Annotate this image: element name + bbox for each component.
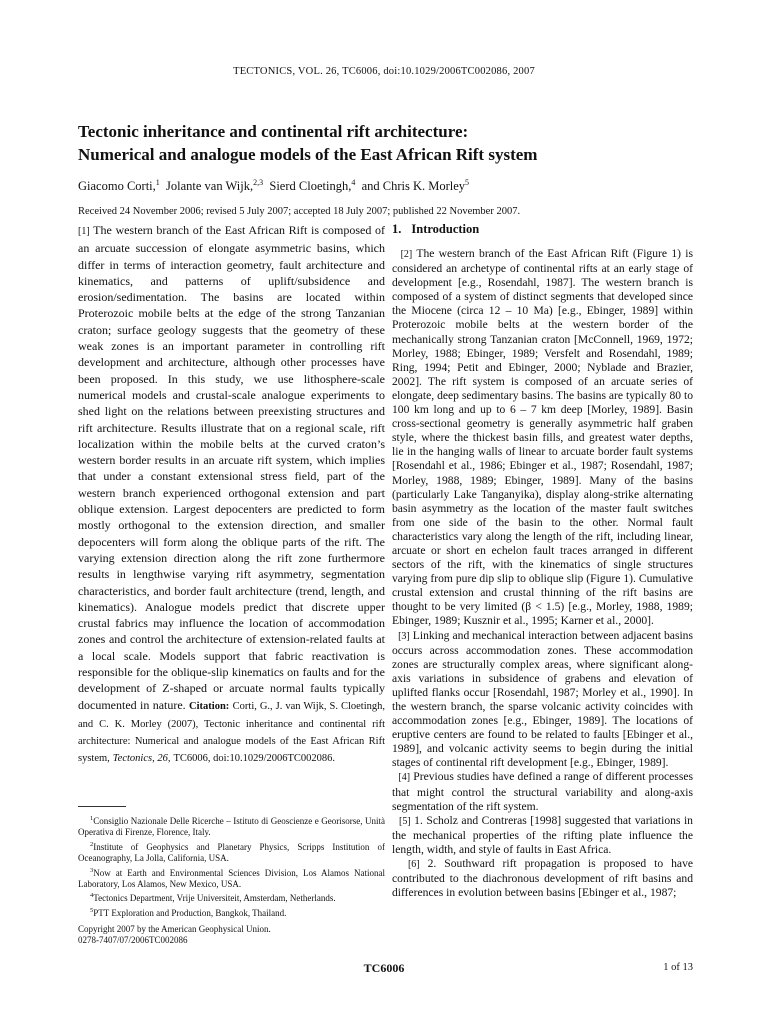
footnote: $^2$Institute of Geophysics and Planetary Physics, Scripps Institution of Oceanography, La Jolla, California, USA.	[78, 840, 385, 864]
affiliation-marker: 4	[351, 178, 356, 187]
body-paragraph: [3] Linking and mechanical interaction between adjacent basins occurs across accommodation zones. These accommodation zones are structurally complex areas, where significant along-axis variations in subsidence of grabens and elevation of uplifted flanks occur [Rosendahl, 1987; Morley et al., 1990]. In the western branch, the sparse volcanic activity coincides with accommodation zones [e.g., Ebinger, 1989]. The locations of eruptive centers are found to be related to faults [Ebinger et al., 1989], and volcanic activity seems to begin during the initial stages of continental rift development [e.g., Ebinger, 1989].	[392, 628, 693, 770]
introduction-body	[392, 247, 693, 900]
affiliation-marker: 1	[155, 178, 160, 187]
paper-title	[78, 120, 698, 166]
body-paragraph: [6] 2. Southward rift propagation is proposed to have contributed to the diachronous development of rift basins and differences in evolution between basins [Ebinger et al., 1987;	[392, 857, 694, 900]
section-heading	[392, 222, 693, 237]
footnote: $^3$Now at Earth and Environmental Sciences Division, Los Alamos National Laboratory, Los Alamos, New Mexico, USA.	[78, 866, 385, 890]
author-name: Giacomo Corti,	[78, 179, 156, 194]
affiliation-marker: 2,3	[253, 178, 264, 187]
body-paragraph: [5] 1. Scholz and Contreras [1998] suggested that variations in the mechanical properties of the rifting plate influence the length, width, and style of faults in East Africa.	[392, 813, 693, 856]
citation-text: Corti, G., J. van Wijk, S. Cloetingh, and C. K. Morley (2007), Tectonic inheritance and continental rift architecture: Numerical and analogue models of the East African Rift system,	[78, 700, 385, 764]
author-name: Jolante van Wijk,	[166, 179, 254, 194]
section-title: Introduction	[411, 222, 480, 236]
article-id: TC6006	[363, 961, 405, 975]
footnote: $^4$Tectonics Department, Vrije Universiteit, Amsterdam, Netherlands.	[90, 892, 336, 904]
affiliation-footnotes	[78, 813, 385, 919]
citation-doi: TC6006, doi:10.1029/2006TC002086.	[173, 752, 336, 764]
page-number: 1 of 13	[663, 962, 693, 973]
body-paragraph: [4] Previous studies have defined a range of different processes that might control the structural variability and along-axis segmentation of the rift system.	[392, 770, 693, 813]
footnote: $^5$PTT Exploration and Production, Bangkok, Thailand.	[90, 906, 287, 918]
author-list	[78, 178, 698, 194]
author-name: Sierd Cloetingh,	[269, 179, 352, 194]
citation-label: Citation:	[189, 700, 230, 712]
copyright-notice	[78, 924, 385, 947]
affiliation-marker: 5	[465, 178, 470, 187]
title-line-1: Tectonic inheritance and continental rift architecture:	[78, 122, 469, 141]
footnote-divider	[78, 806, 126, 807]
footnote: $^1$Consiglio Nazionale Delle Ricerche – Istituto di Geoscienze e Georisorse, Unità Operativa di Firenze, Florence, Italy.	[78, 815, 385, 838]
copyright-line: Copyright 2007 by the American Geophysical Union.	[78, 924, 271, 934]
section-number: 1.	[392, 222, 402, 236]
abstract	[78, 222, 385, 766]
title-line-2: Numerical and analogue models of the East African Rift system	[78, 145, 538, 164]
abstract-text: The western branch of the East African Rift is composed of an arcuate succession of elongate asymmetric basins, which differ in terms of interaction geometry, fault architecture and kinematics, and patterns of uplift/subsidence and erosion/sedimentation. The basins are located within Proterozoic mobile belts at the edge of the strong Tanzanian craton; surface geology suggests that the geometry of these weak zones is an important parameter in controlling rift development and architecture, although other processes have been proposed. In this study, we use lithosphere-scale numerical models and crustal-scale analogue experiments to shed light on the relations between preexisting structures and rift architecture. Results illustrate that on a regional scale, rift localization within the mobile belts at the curved craton’s western border results in an arcuate rift system, which implies that under a constant extensional stress field, part of the western branch experienced orthogonal extension and part oblique extension. Largest depocenters are predicted to form mostly orthogonal to the extension direction, and smaller depocenters will form along the oblique parts of the rift. The varying extension direction along the rift zone furthermore results in lengthwise varying rift asymmetry, segmentation characteristics, and border fault architecture (trend, length, and kinematics). Analogue models predict that discrete upper crustal fabrics may influence the location of accommodation zones and control the architecture of extension-related faults at a local scale. Models support that fabric reactivation is responsible for the oblique-slip kinematics on faults and for the development of Z-shaped or arcuate normal faults typically documented in nature.	[78, 223, 385, 712]
running-head: TECTONICS, VOL. 26, TC6006, doi:10.1029/2006TC002086, 2007	[233, 66, 535, 77]
issn-line: 0278-7407/07/2006TC002086	[78, 935, 188, 946]
received-dates: Received 24 November 2006; revised 5 July 2007; accepted 18 July 2007; published 22 November 2007.	[78, 206, 521, 217]
citation-journal: Tectonics, 26,	[112, 752, 171, 764]
body-paragraph: [2] The western branch of the East African Rift (Figure 1) is considered an archetype of continental rifts at an early stage of development [e.g., Rosendahl, 1987]. The western branch is composed of a system of distinct segments that developed since the Miocene (circa 12 – 10 Ma) [e.g., Ebinger, 1989] within Proterozoic mobile belts at the western border of the mechanically strong Tanzanian craton [McConnell, 1969, 1972; Morley, 1988; Ebinger, 1989; Versfelt and Rosendahl, 1989; Ring, 1994; Petit and Ebinger, 2000; Nyblade and Brazier, 2002]. The rift system is composed of an arcuate series of elongate, deep sedimentary basins. The basins are typically 80 to 100 km long and up to 6 – 7 km deep [Morley, 1989]. Basin cross-sectional geometry is generally asymmetric half graben style, where the thickest basin fills, and greatest water depths, lie in the hanging walls of linear to arcuate border fault systems [Rosendahl et al., 1986; Ebinger et al., 1987; Rosendahl, 1987; Morley, 1988, 1989; Ebinger, 1989]. Many of the basins (particularly Lake Tanganyika), display along-strike alternating basin asymmetry as the location of the master fault switches from one side of the basin to the other. Normal fault characteristics vary along the length of the rift, including linear, arcuate or short en echelon fault traces arranged in different sectors of the rift, with the kinematics of single structures varying from pure dip slip to oblique slip (Figure 1). Cumulative crustal extension and crustal thinning of the rift basins are thought to be very limited (β < 1.5) [e.g., Morley, 1988, 1989; Ebinger, 1989; Kusznir et al., 1995; Karner et al., 2000].	[392, 247, 693, 628]
author-name: and Chris K. Morley	[361, 179, 466, 194]
paragraph-number: [1]	[78, 226, 90, 237]
